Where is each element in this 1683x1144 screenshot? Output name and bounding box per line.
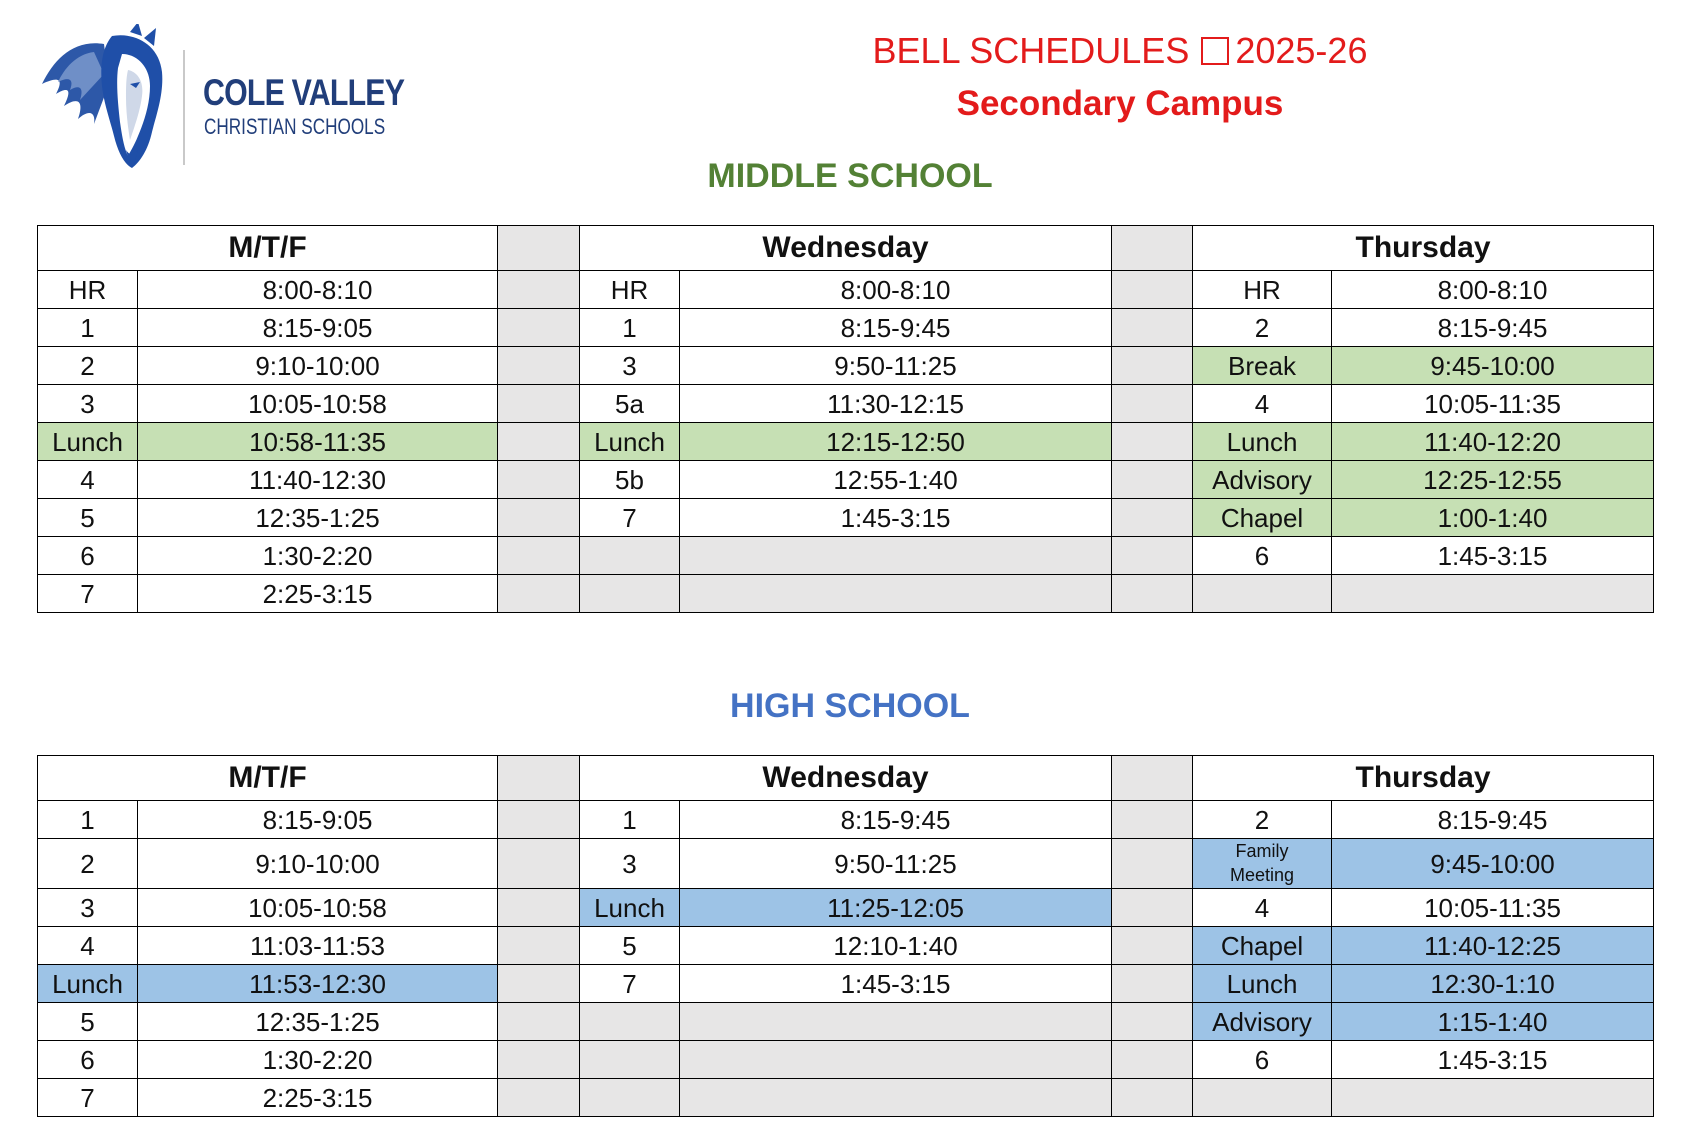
period-cell: 7 (580, 965, 680, 1003)
gap-cell (1112, 1003, 1193, 1041)
period-cell: 2 (38, 839, 138, 889)
table-row (38, 889, 1654, 927)
table-row (38, 347, 1654, 385)
gap-cell (1112, 839, 1193, 889)
time-cell: 12:25-12:55 (1332, 461, 1654, 499)
gap-cell (498, 889, 580, 927)
table-row (38, 1079, 1654, 1117)
period-cell (580, 1041, 680, 1079)
time-cell (680, 1079, 1112, 1117)
period-cell: 3 (580, 839, 680, 889)
time-cell: 10:05-11:35 (1332, 385, 1654, 423)
page-title (780, 30, 1460, 72)
logo-divider (183, 50, 185, 165)
gap-cell (498, 839, 580, 889)
time-cell: 8:15-9:45 (680, 801, 1112, 839)
gap-cell (498, 226, 580, 271)
table-row (38, 927, 1654, 965)
gap-cell (498, 1041, 580, 1079)
period-cell: 5 (38, 1003, 138, 1041)
header-row (38, 756, 1654, 801)
gap-cell (498, 309, 580, 347)
period-cell: Lunch (1193, 965, 1332, 1003)
time-cell: 1:45-3:15 (680, 499, 1112, 537)
table-row (38, 965, 1654, 1003)
gap-cell (498, 423, 580, 461)
table-row (38, 575, 1654, 613)
time-cell: 11:40-12:20 (1332, 423, 1654, 461)
time-cell: 2:25-3:15 (138, 575, 498, 613)
time-cell (680, 575, 1112, 613)
time-cell: 8:15-9:45 (1332, 801, 1654, 839)
period-cell: 1 (580, 801, 680, 839)
period-cell: 4 (38, 927, 138, 965)
period-cell: 2 (1193, 309, 1332, 347)
period-cell: 5 (580, 927, 680, 965)
gap-cell (498, 927, 580, 965)
table-row (38, 537, 1654, 575)
time-cell: 2:25-3:15 (138, 1079, 498, 1117)
time-cell: 10:05-10:58 (138, 385, 498, 423)
time-cell: 12:15-12:50 (680, 423, 1112, 461)
time-cell: 12:35-1:25 (138, 1003, 498, 1041)
period-cell: 7 (38, 1079, 138, 1117)
gap-cell (1112, 965, 1193, 1003)
gap-cell (1112, 423, 1193, 461)
time-cell: 10:05-11:35 (1332, 889, 1654, 927)
title-text: BELL SCHEDULES (872, 30, 1190, 71)
day-header-mtf: M/T/F (38, 756, 498, 801)
gap-cell (1112, 927, 1193, 965)
time-cell: 12:55-1:40 (680, 461, 1112, 499)
period-cell: Lunch (38, 423, 138, 461)
period-cell: Advisory (1193, 1003, 1332, 1041)
gap-cell (1112, 1079, 1193, 1117)
table-row (38, 461, 1654, 499)
time-cell: 11:03-11:53 (138, 927, 498, 965)
time-cell: 11:30-12:15 (680, 385, 1112, 423)
table-row (38, 839, 1654, 889)
time-cell: 11:25-12:05 (680, 889, 1112, 927)
time-cell: 10:58-11:35 (138, 423, 498, 461)
period-cell: HR (38, 271, 138, 309)
gap-cell (498, 801, 580, 839)
period-cell: HR (1193, 271, 1332, 309)
gap-cell (1112, 309, 1193, 347)
period-cell (580, 1003, 680, 1041)
gap-cell (498, 347, 580, 385)
school-logo (34, 24, 405, 174)
time-cell: 8:15-9:05 (138, 801, 498, 839)
time-cell: 11:53-12:30 (138, 965, 498, 1003)
period-cell: 6 (38, 537, 138, 575)
time-cell: 12:30-1:10 (1332, 965, 1654, 1003)
gap-cell (1112, 537, 1193, 575)
time-cell: 1:00-1:40 (1332, 499, 1654, 537)
time-cell: 9:50-11:25 (680, 839, 1112, 889)
gap-cell (1112, 385, 1193, 423)
day-header-thursday: Thursday (1193, 756, 1654, 801)
time-cell (1332, 575, 1654, 613)
gap-cell (1112, 347, 1193, 385)
gap-cell (1112, 499, 1193, 537)
time-cell: 9:50-11:25 (680, 347, 1112, 385)
gap-cell (1112, 889, 1193, 927)
time-cell: 8:00-8:10 (1332, 271, 1654, 309)
time-cell: 9:45-10:00 (1332, 839, 1654, 889)
period-cell: Advisory (1193, 461, 1332, 499)
period-cell: Lunch (580, 889, 680, 927)
time-cell: 1:45-3:15 (1332, 537, 1654, 575)
period-cell: HR (580, 271, 680, 309)
time-cell (1332, 1079, 1654, 1117)
period-cell: 5a (580, 385, 680, 423)
gap-cell (1112, 801, 1193, 839)
time-cell: 10:05-10:58 (138, 889, 498, 927)
period-cell: 4 (38, 461, 138, 499)
period-cell: Chapel (1193, 499, 1332, 537)
period-cell: 5 (38, 499, 138, 537)
gap-cell (1112, 271, 1193, 309)
table-row (38, 423, 1654, 461)
time-cell: 11:40-12:30 (138, 461, 498, 499)
time-cell: 12:10-1:40 (680, 927, 1112, 965)
period-cell: 7 (580, 499, 680, 537)
gap-cell (498, 965, 580, 1003)
middle-school-table (37, 225, 1654, 613)
period-cell: Lunch (580, 423, 680, 461)
time-cell: 8:00-8:10 (138, 271, 498, 309)
time-cell (680, 1003, 1112, 1041)
gap-cell (498, 756, 580, 801)
period-cell: 2 (1193, 801, 1332, 839)
gap-cell (498, 271, 580, 309)
time-cell: 8:00-8:10 (680, 271, 1112, 309)
period-cell: 4 (1193, 889, 1332, 927)
period-cell: 1 (580, 309, 680, 347)
time-cell: 1:45-3:15 (680, 965, 1112, 1003)
period-cell (580, 1079, 680, 1117)
period-cell: 2 (38, 347, 138, 385)
day-header-mtf: M/T/F (38, 226, 498, 271)
day-header-wednesday: Wednesday (580, 226, 1112, 271)
period-cell (580, 575, 680, 613)
time-cell: 1:15-1:40 (1332, 1003, 1654, 1041)
gap-cell (498, 385, 580, 423)
gap-cell (498, 537, 580, 575)
period-cell: 6 (38, 1041, 138, 1079)
title-year: 2025-26 (1235, 30, 1368, 71)
table-row (38, 271, 1654, 309)
period-cell: Chapel (1193, 927, 1332, 965)
gap-cell (1112, 575, 1193, 613)
period-cell: Family Meeting (1193, 839, 1332, 889)
time-cell (680, 537, 1112, 575)
period-cell: 1 (38, 801, 138, 839)
period-cell: 3 (580, 347, 680, 385)
gap-cell (498, 461, 580, 499)
gap-cell (498, 575, 580, 613)
period-cell: Lunch (1193, 423, 1332, 461)
middle-school-title: MIDDLE SCHOOL (707, 157, 993, 195)
day-header-thursday: Thursday (1193, 226, 1654, 271)
period-cell: 7 (38, 575, 138, 613)
table-row (38, 385, 1654, 423)
period-cell: 6 (1193, 537, 1332, 575)
time-cell: 9:10-10:00 (138, 839, 498, 889)
period-cell (1193, 1079, 1332, 1117)
time-cell: 1:45-3:15 (1332, 1041, 1654, 1079)
time-cell: 8:15-9:45 (680, 309, 1112, 347)
high-school-title: HIGH SCHOOL (730, 687, 970, 725)
table-row (38, 801, 1654, 839)
period-cell: Break (1193, 347, 1332, 385)
gap-cell (1112, 461, 1193, 499)
period-cell: 6 (1193, 1041, 1332, 1079)
gap-cell (1112, 756, 1193, 801)
time-cell: 8:15-9:05 (138, 309, 498, 347)
period-cell: 3 (38, 385, 138, 423)
header-row (38, 226, 1654, 271)
logo-subtitle: CHRISTIAN SCHOOLS (204, 114, 386, 139)
high-school-table (37, 755, 1654, 1117)
gap-cell (1112, 226, 1193, 271)
period-cell: 4 (1193, 385, 1332, 423)
gap-cell (498, 499, 580, 537)
time-cell: 12:35-1:25 (138, 499, 498, 537)
gap-cell (498, 1003, 580, 1041)
period-cell: 5b (580, 461, 680, 499)
time-cell: 9:45-10:00 (1332, 347, 1654, 385)
table-row (38, 1003, 1654, 1041)
page-subtitle: Secondary Campus (956, 84, 1284, 123)
time-cell: 9:10-10:00 (138, 347, 498, 385)
logo-name: COLE VALLEY (203, 72, 405, 113)
gap-cell (1112, 1041, 1193, 1079)
time-cell: 8:15-9:45 (1332, 309, 1654, 347)
mustang-horse-logo-icon (34, 24, 174, 174)
time-cell: 11:40-12:25 (1332, 927, 1654, 965)
table-row (38, 309, 1654, 347)
table-row (38, 499, 1654, 537)
table-row (38, 1041, 1654, 1079)
time-cell: 1:30-2:20 (138, 1041, 498, 1079)
time-cell (680, 1041, 1112, 1079)
period-cell (580, 537, 680, 575)
period-cell (1193, 575, 1332, 613)
box-glyph-icon (1201, 37, 1229, 65)
period-cell: 1 (38, 309, 138, 347)
period-cell: Lunch (38, 965, 138, 1003)
time-cell: 1:30-2:20 (138, 537, 498, 575)
gap-cell (498, 1079, 580, 1117)
day-header-wednesday: Wednesday (580, 756, 1112, 801)
period-cell: 3 (38, 889, 138, 927)
